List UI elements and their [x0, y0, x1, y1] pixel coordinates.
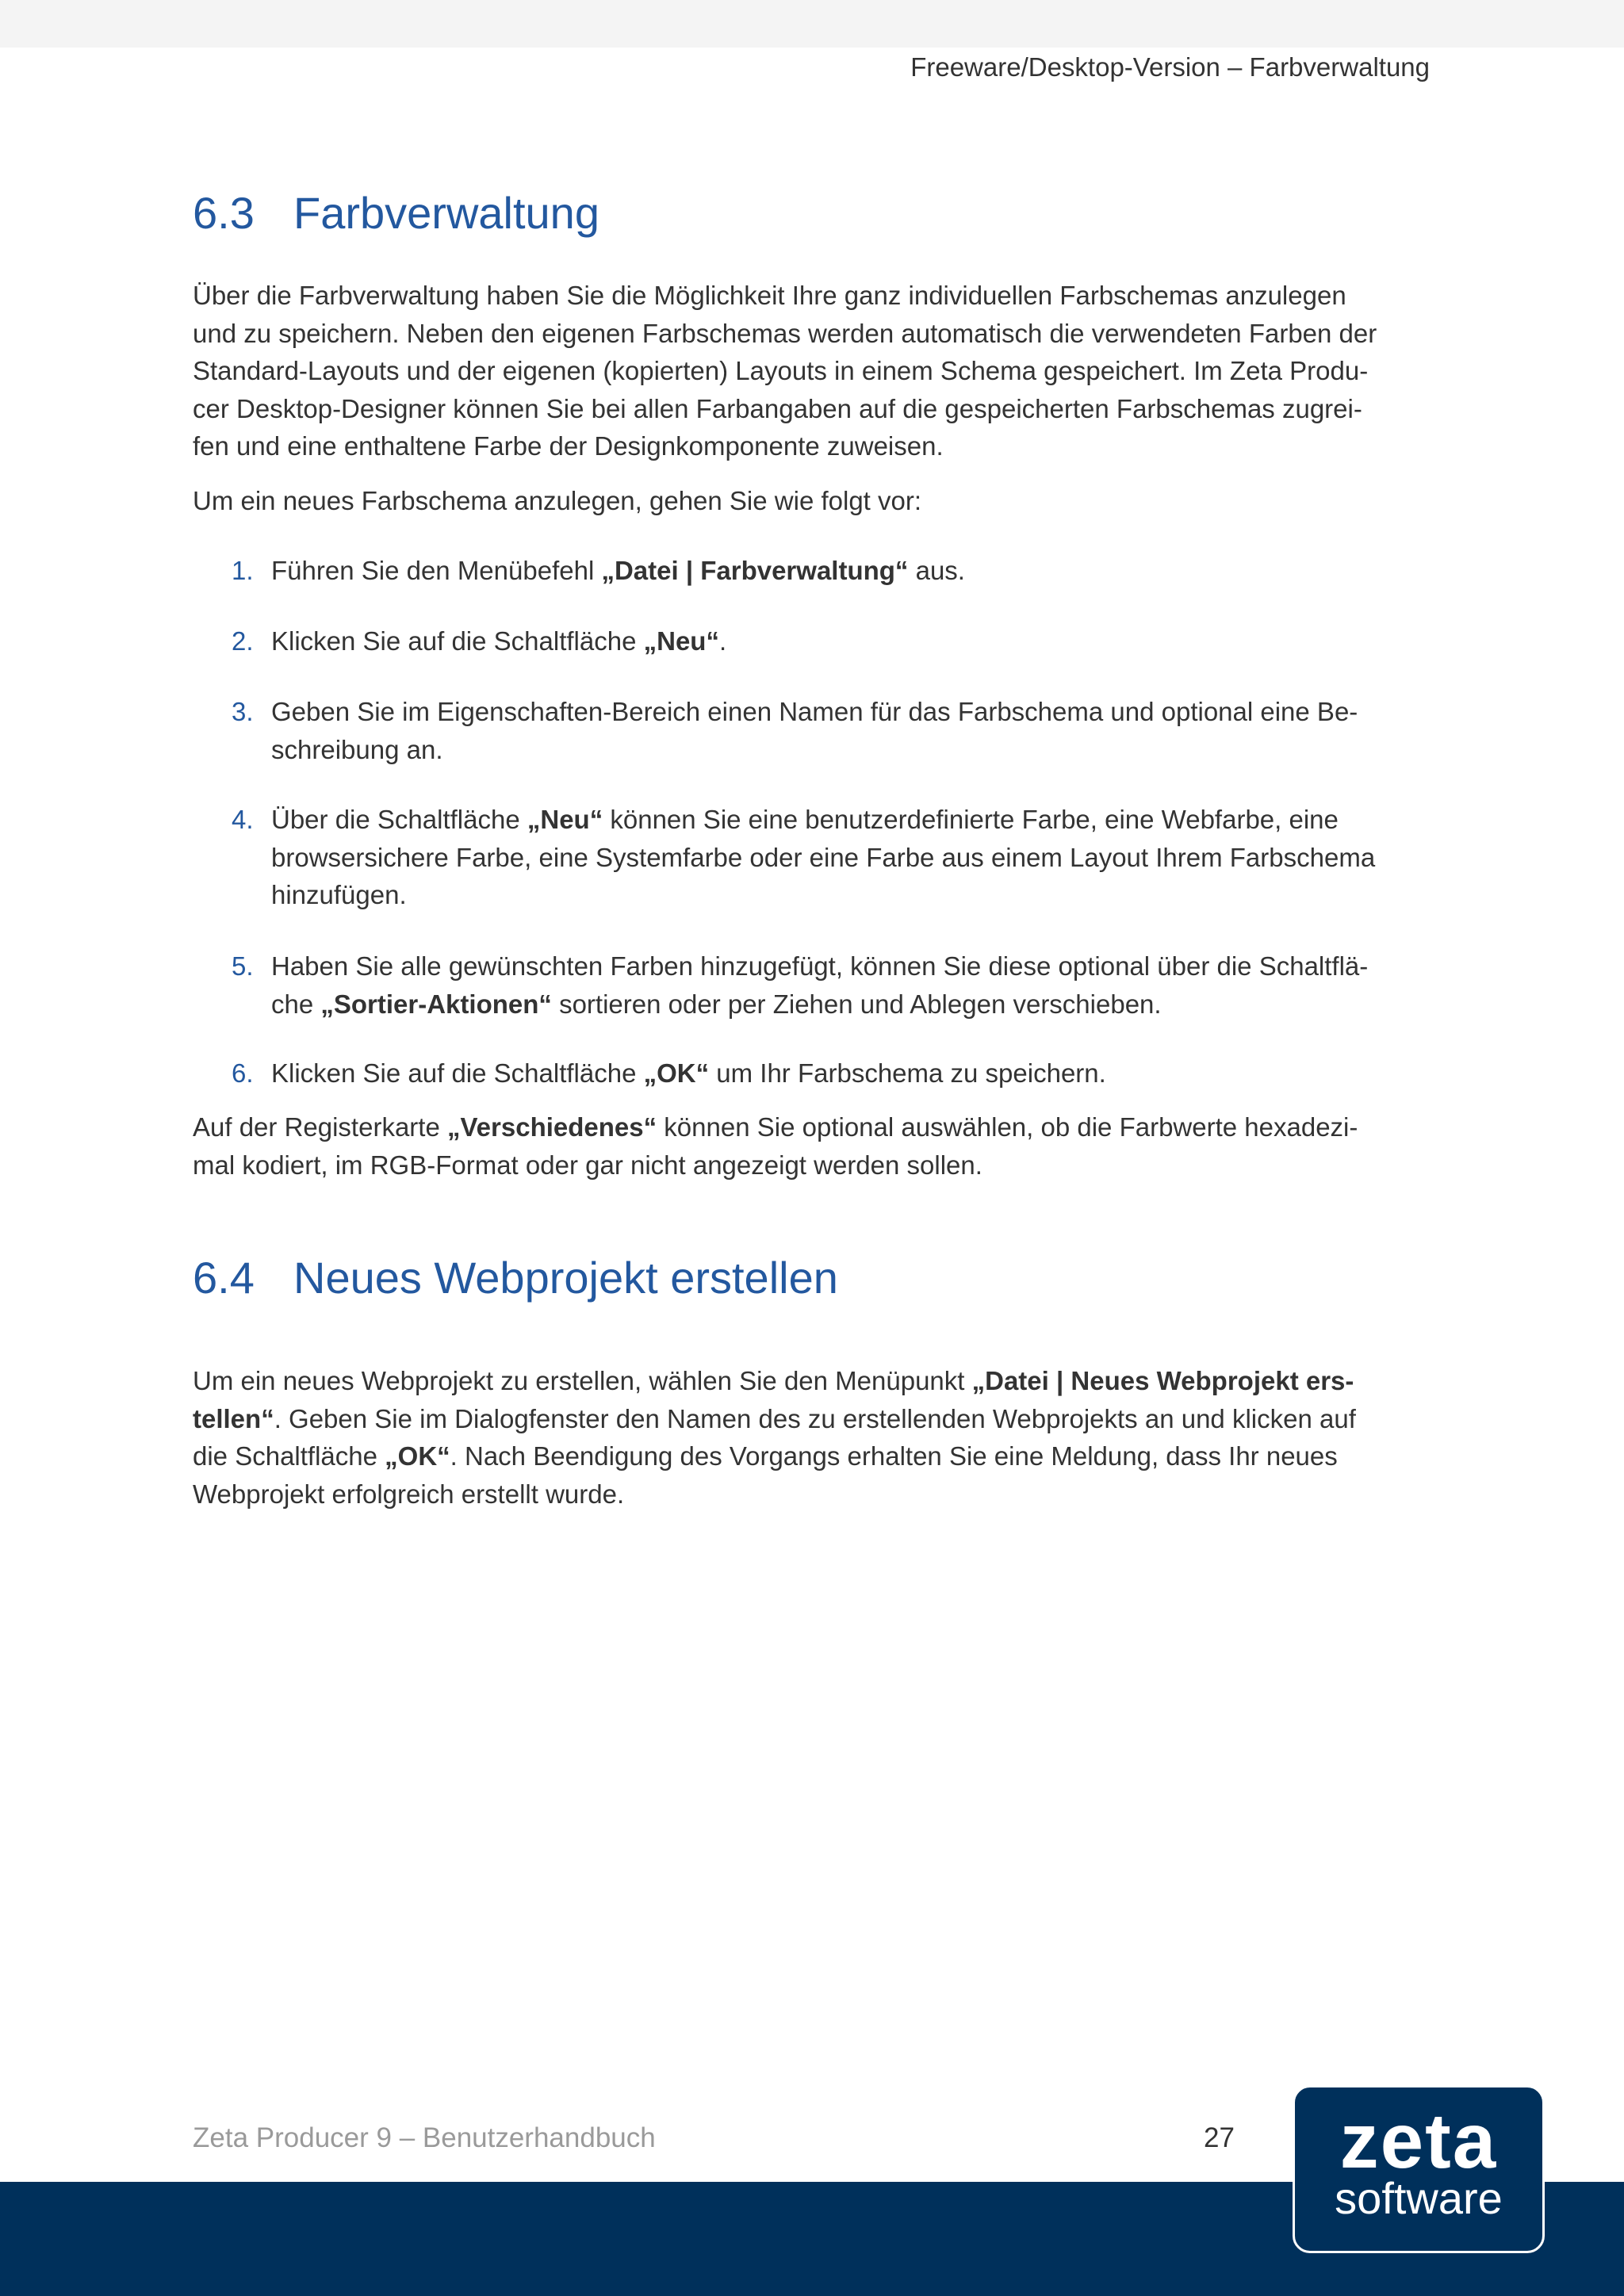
- section-number: 6.3: [193, 188, 255, 238]
- list-text: Klicken Sie auf die Schaltfläche „OK“ um Ihr Farbschema zu speichern.: [271, 1058, 1106, 1088]
- text-line: cer Desktop-Designer können Sie bei allen Farbangaben auf die gespeicherten Farbschemas zugrei-: [193, 393, 1362, 423]
- text-line: und zu speichern. Neben den eigenen Farbschemas werden automatisch die verwendeten Farben der: [193, 318, 1377, 348]
- text-line: fen und eine enthaltene Farbe der Designkomponente zuweisen.: [193, 431, 944, 461]
- list-item: [193, 622, 1431, 660]
- list-number: 4.: [232, 805, 254, 834]
- list-text: Klicken Sie auf die Schaltfläche „Neu“.: [271, 626, 727, 656]
- list-number: 2.: [232, 626, 254, 656]
- list-number: 3.: [232, 697, 254, 726]
- text-line: Standard-Layouts und der eigenen (kopierten) Layouts in einem Schema gespeichert. Im Zeta Produ-: [193, 356, 1369, 385]
- list-number: 6.: [232, 1058, 254, 1088]
- section-heading-6-3: [193, 187, 599, 239]
- list-item: [193, 801, 1431, 914]
- footer-title: Zeta Producer 9 – Benutzerhandbuch: [193, 2122, 656, 2153]
- logo-word-software: software: [1335, 2173, 1503, 2223]
- section-title: Neues Webprojekt erstellen: [293, 1253, 838, 1303]
- page-number: 27: [1204, 2122, 1235, 2153]
- list-item: [193, 947, 1431, 1023]
- list-text: Führen Sie den Menübefehl „Datei | Farbverwaltung“ aus.: [271, 556, 965, 585]
- running-header: Freeware/Desktop-Version – Farbverwaltung: [910, 52, 1430, 82]
- section-number: 6.4: [193, 1253, 255, 1303]
- intro-paragraph: [193, 277, 1431, 465]
- list-text: Geben Sie im Eigenschaften-Bereich einen Namen für das Farbschema und optional eine Be- schreibung an.: [271, 697, 1358, 764]
- zeta-software-logo: [1293, 2085, 1545, 2253]
- list-text: Über die Schaltfläche „Neu“ können Sie eine benutzerdefinierte Farbe, eine Webfarbe, eine browsersichere Farbe, eine Systemfarbe oder eine Farbe aus einem Layout Ihrem Farbschema hinzufügen.: [271, 805, 1376, 909]
- list-item: [193, 1054, 1431, 1093]
- text-line: Über die Farbverwaltung haben Sie die Möglichkeit Ihre ganz individuellen Farbschemas anzulegen: [193, 281, 1346, 310]
- lead-paragraph: Um ein neues Farbschema anzulegen, gehen Sie wie folgt vor:: [193, 486, 922, 515]
- section-heading-6-4: [193, 1252, 838, 1303]
- list-text: Haben Sie alle gewünschten Farben hinzugefügt, können Sie diese optional über die Schaltflä- che „Sortier-Aktionen“ sortieren oder per Ziehen und Ablegen verschieben.: [271, 951, 1369, 1019]
- list-item: [193, 552, 1431, 590]
- logo-word-zeta: zeta: [1339, 2097, 1498, 2184]
- section-title: Farbverwaltung: [293, 188, 599, 238]
- list-number: 5.: [232, 951, 254, 981]
- list-item: [193, 693, 1431, 768]
- top-margin-bar: [0, 0, 1624, 48]
- outro-paragraph: Auf der Registerkarte „Verschiedenes“ können Sie optional auswählen, ob die Farbwerte hexadezi- mal kodiert, im RGB-Format oder gar nicht angezeigt werden sollen.: [193, 1112, 1358, 1180]
- webprojekt-paragraph: Um ein neues Webprojekt zu erstellen, wählen Sie den Menüpunkt „Datei | Neues Webprojekt ers- tellen“. Geben Sie im Dialogfenster den Namen des zu erstellenden Webprojekts an und klicken auf die Schaltfläche „OK“. Nach Beendigung des Vorgangs erhalten Sie eine Meldung, dass Ihr neues Webprojekt erfolgreich erstellt wurde.: [193, 1366, 1356, 1509]
- list-number: 1.: [232, 556, 254, 585]
